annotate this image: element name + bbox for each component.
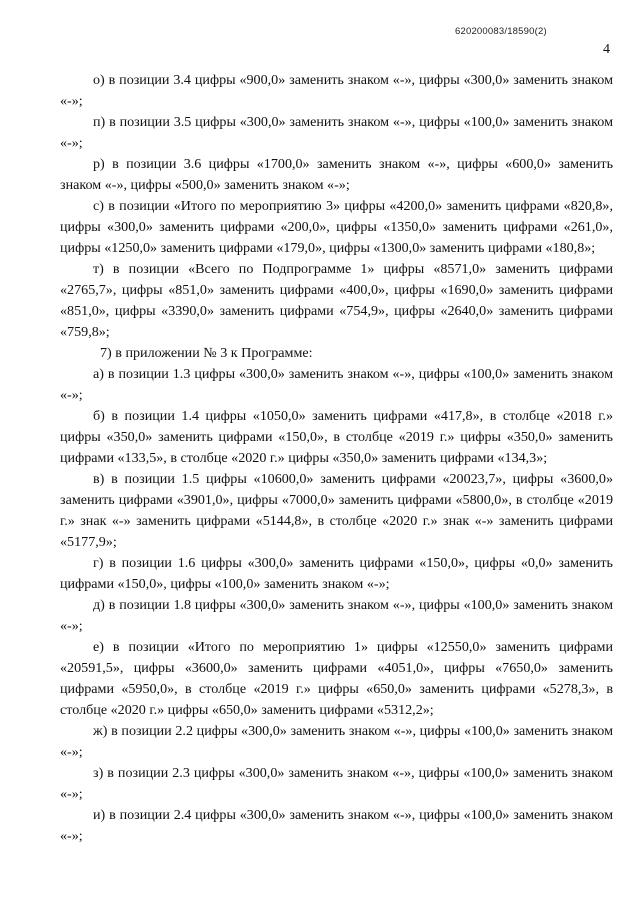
paragraph-t: т) в позиции «Всего по Подпрограмме 1» цифры «8571,0» заменить цифрами «2765,7», цифры «851,0» заменить цифрами «400,0», цифры «1690,0» заменить цифрами «851,0», цифры «3390,0» заменить цифрами «754,9», цифры «2640,0» заменить цифрами «759,8»; (60, 261, 613, 340)
paragraph-o: о) в позиции 3.4 цифры «900,0» заменить знаком «-», цифры «300,0» заменить знаком «-»; (60, 72, 613, 109)
page-number: 4 (603, 42, 610, 57)
paragraph-i: и) в позиции 2.4 цифры «300,0» заменить знаком «-», цифры «100,0» заменить знаком «-»; (60, 807, 613, 844)
paragraph-d: д) в позиции 1.8 цифры «300,0» заменить знаком «-», цифры «100,0» заменить знаком «-»; (60, 597, 613, 634)
paragraph-zh: ж) в позиции 2.2 цифры «300,0» заменить знаком «-», цифры «100,0» заменить знаком «-»; (60, 723, 613, 760)
paragraph-p: п) в позиции 3.5 цифры «300,0» заменить знаком «-», цифры «100,0» заменить знаком «-»; (60, 114, 613, 151)
paragraph-s: с) в позиции «Итого по мероприятию 3» цифры «4200,0» заменить цифрами «820,8», цифры «300,0» заменить цифрами «200,0», цифры «1350,0» заменить цифрами «261,0», цифры «1250,0» заменить цифрами «179,0», цифры «1300,0» заменить цифрами «180,8»; (60, 198, 613, 256)
paragraph-b: б) в позиции 1.4 цифры «1050,0» заменить цифрами «417,8», в столбце «2018 г.» цифры «350,0» заменить цифрами «150,0», в столбце «2019 г.» цифры «350,0» заменить цифрами «133,5», в столбце «2020 г.» цифры «350,0» заменить цифрами «134,3»; (60, 408, 613, 466)
paragraph-g: г) в позиции 1.6 цифры «300,0» заменить цифрами «150,0», цифры «0,0» заменить цифрами «150,0», цифры «100,0» заменить знаком «-»; (60, 555, 613, 592)
document-id: 620200083/18590(2) (455, 26, 547, 37)
paragraph-a: а) в позиции 1.3 цифры «300,0» заменить знаком «-», цифры «100,0» заменить знаком «-»; (60, 366, 613, 403)
paragraph-z: з) в позиции 2.3 цифры «300,0» заменить знаком «-», цифры «100,0» заменить знаком «-»; (60, 765, 613, 802)
document-body (60, 70, 613, 847)
paragraph-r: р) в позиции 3.6 цифры «1700,0» заменить знаком «-», цифры «600,0» заменить знаком «-», цифры «500,0» заменить знаком «-»; (60, 156, 613, 193)
paragraph-item-7: 7) в приложении № 3 к Программе: (100, 345, 313, 361)
paragraph-e: е) в позиции «Итого по мероприятию 1» цифры «12550,0» заменить цифрами «20591,5», цифры «3600,0» заменить цифрами «4051,0», цифры «7650,0» заменить цифрами «5950,0», в столбце «2019 г.» цифры «650,0» заменить цифрами «5278,3», в столбце «2020 г.» цифры «650,0» заменить цифрами «5312,2»; (60, 639, 613, 718)
paragraph-v: в) в позиции 1.5 цифры «10600,0» заменить цифрами «20023,7», цифры «3600,0» заменить цифрами «3901,0», цифры «7000,0» заменить цифрами «5800,0», в столбце «2019 г.» знак «-» заменить цифрами «5144,8», в столбце «2020 г.» знак «-» заменить цифрами «5177,9»; (60, 471, 613, 550)
